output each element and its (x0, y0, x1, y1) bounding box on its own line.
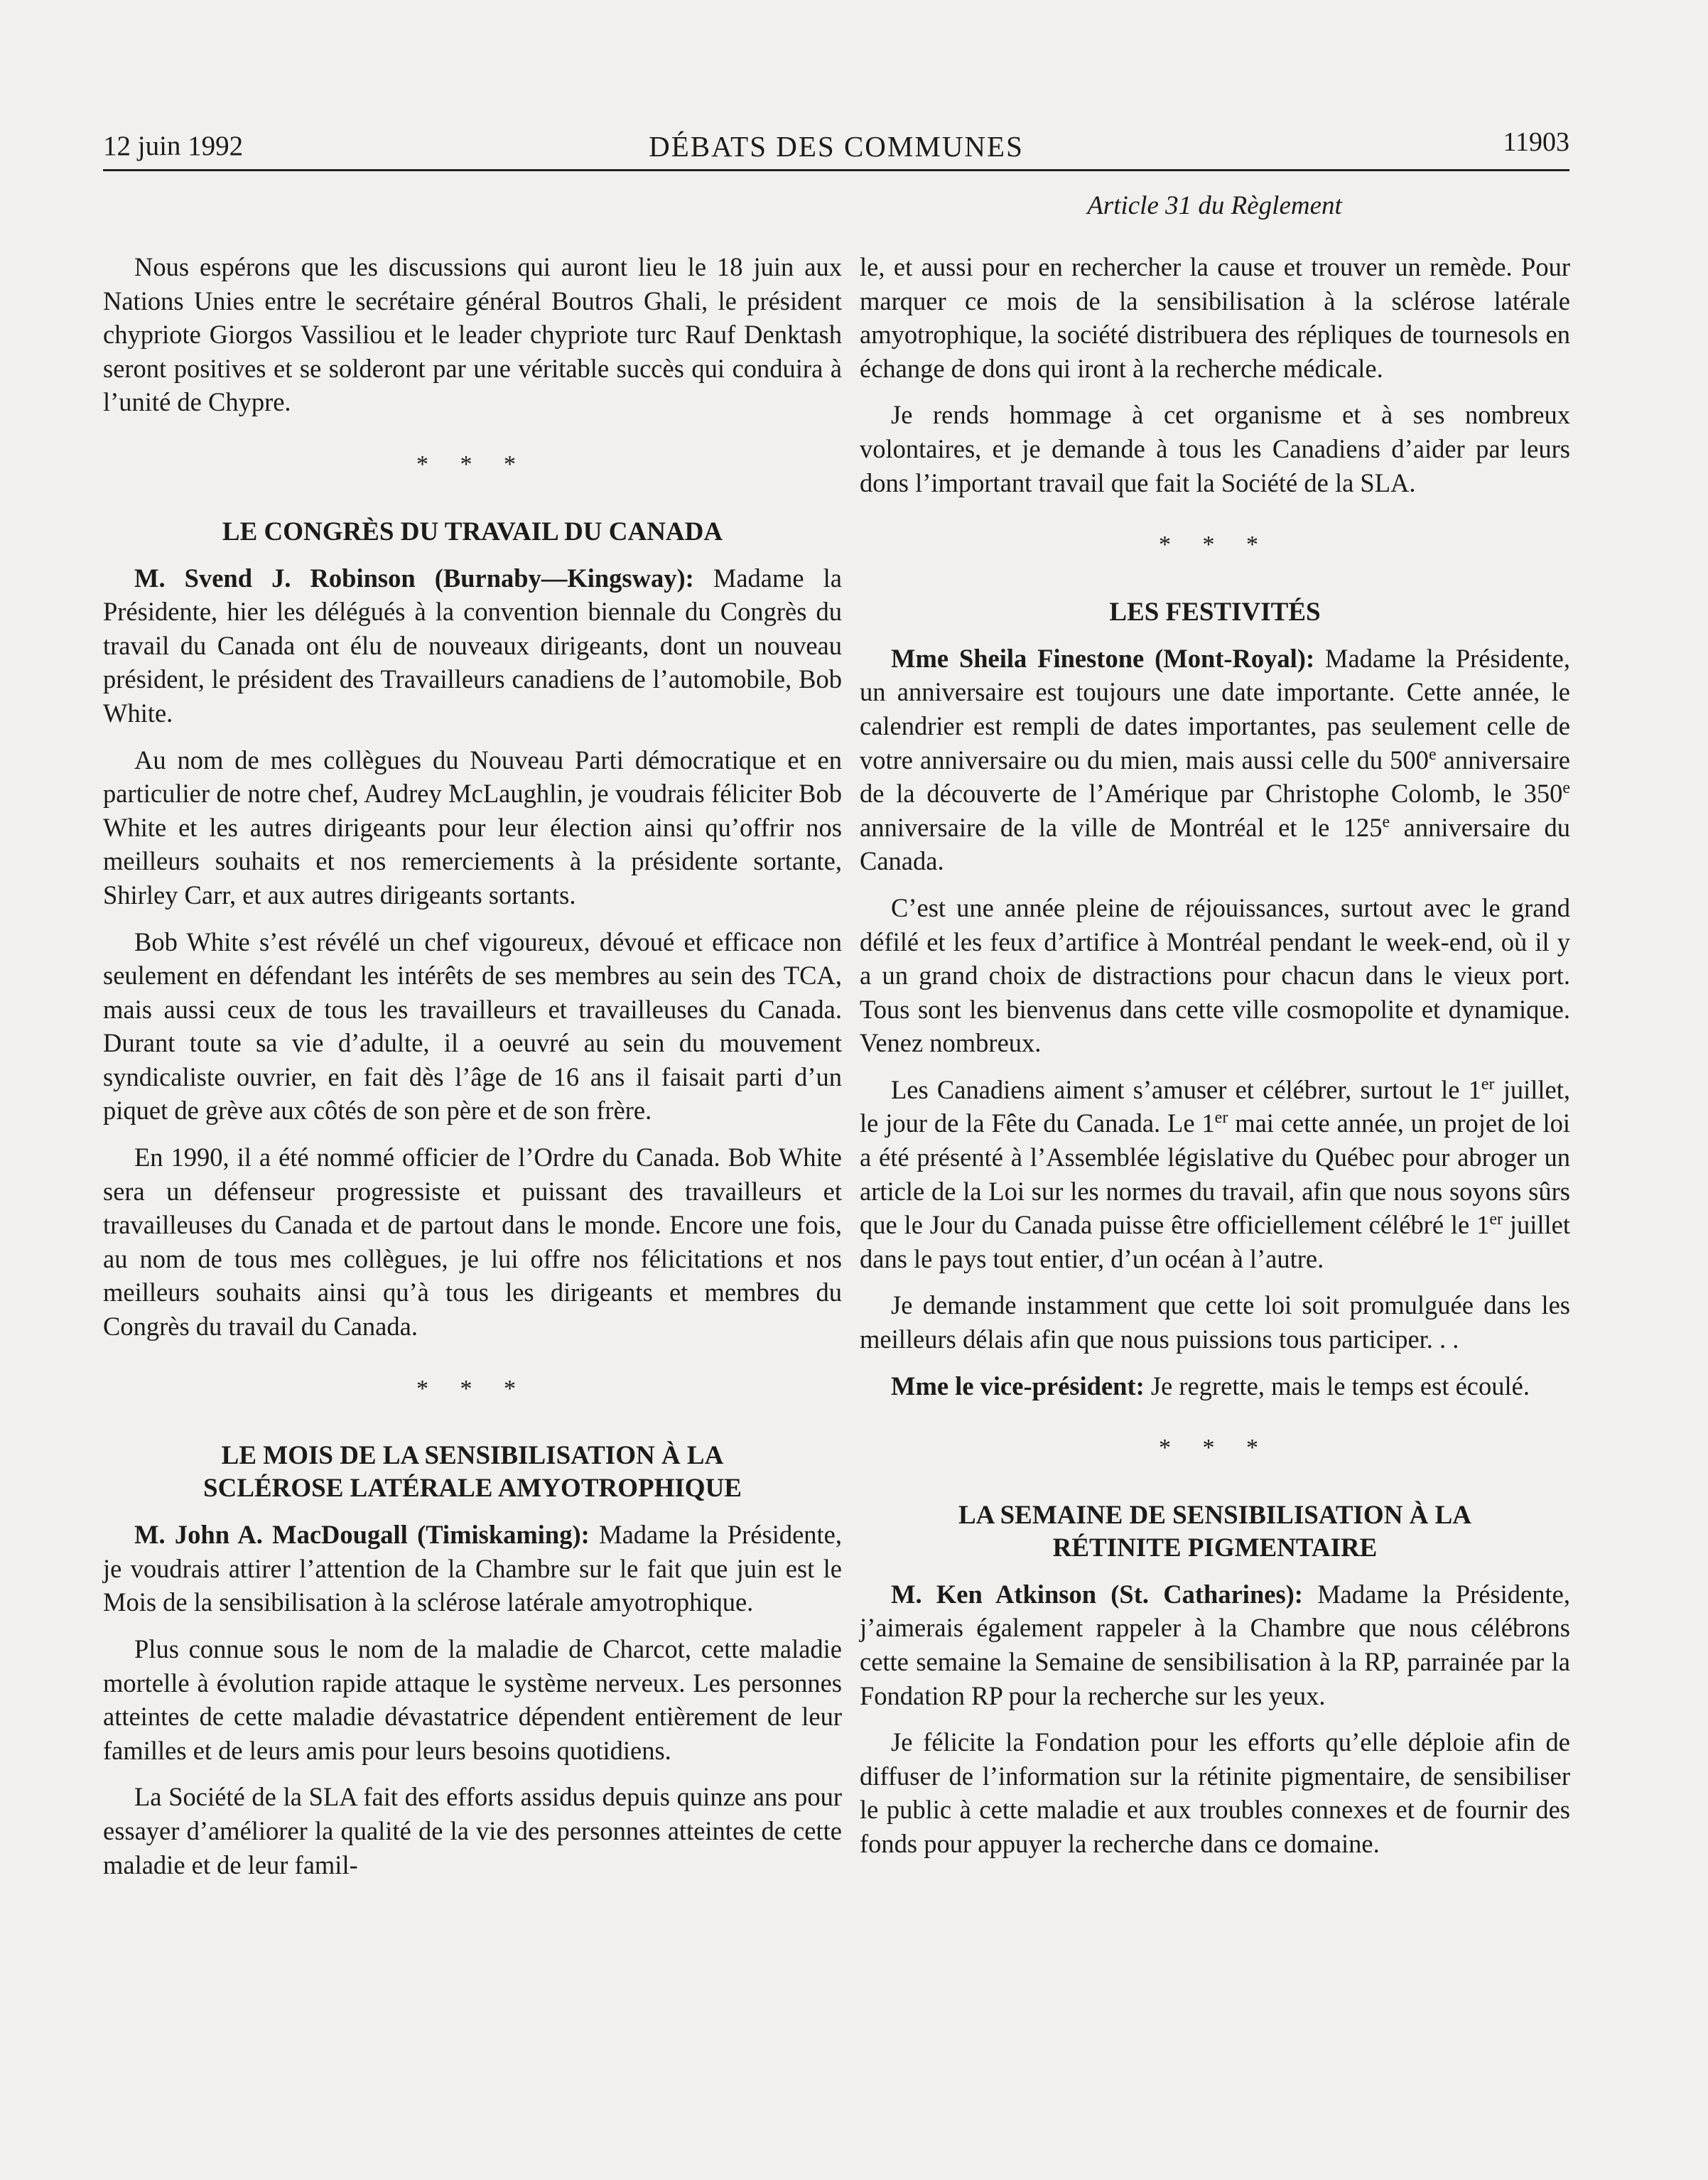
superscript: er (1214, 1108, 1228, 1128)
paragraph: C’est une année pleine de réjouissances, surtout avec le grand défilé et les feux d’artifice à Montréal pendant le week-end, où il y a un grand choix de distractions pour chacun dans le vieux port. Tous sont les bienvenus dans cette ville cosmopolite et dynamique. Venez nombreux. (860, 892, 1570, 1058)
header-rule (103, 169, 1569, 171)
paragraph: Je rends hommage à cet organisme et à ses nombreux volontaires, et je demande à tous les Canadiens d’aider par leurs dons l’important travail que fait la Société de la SLA. (860, 400, 1570, 497)
paragraph: le, et aussi pour en rechercher la cause et trouver un remède. Pour marquer ce mois de la sensibilisation à la sclérose latérale amyotrophique, la société distribuera des répliques de tournesols en échange de dons qui iront à la recherche médicale. (860, 252, 1570, 383)
speech-text: anniversaire du Canada. (860, 812, 1570, 876)
section-heading: LES FESTIVITÉS (1109, 597, 1321, 627)
superscript: e (1428, 745, 1437, 764)
section-heading-line: RÉTINITE PIGMENTAIRE (1052, 1533, 1378, 1563)
section-heading-line: LA SEMAINE DE SENSIBILISATION À LA (958, 1500, 1472, 1530)
superscript: er (1489, 1210, 1503, 1229)
section-separator: * * * (416, 450, 529, 477)
paragraph: Nous espérons que les discussions qui auront lieu le 18 juin aux Nations Unies entre le secrétaire général Boutros Ghali, le président chypriote Giorgos Vassiliou et le leader chypriote turc Rauf Denktash seront positives et se solderont par une véritable succès qui conduira à l’unité de Chypre. (103, 252, 842, 417)
superscript: e (1562, 778, 1570, 797)
paragraph: Au nom de mes collègues du Nouveau Parti démocratique et en particulier de notre chef, Audrey McLaughlin, je voudrais féliciter Bob White et les autres dirigeants pour leur élection ainsi qu’offrir nos meilleurs souhaits et nos remerciements à la présidente sortante, Shirley Carr, et aux autres dirigeants sortants. (103, 745, 842, 910)
speech-text: Madame la Présidente, j’aimerais également rappeler à la Chambre que nous célébrons cette semaine la Semaine de sensibilisation à la RP, parrainée par la Fondation RP pour la recherche sur les yeux. (860, 1579, 1570, 1710)
header-date: 12 juin 1992 (103, 131, 244, 161)
paragraph-text: Les Canadiens aiment s’amuser et célébrer, surtout le 1 (891, 1074, 1481, 1104)
speech-paragraph (103, 1518, 842, 1619)
running-head: Article 31 du Règlement (1087, 191, 1342, 220)
paragraph (860, 1073, 1570, 1276)
speaker-name: Mme Sheila Finestone (Mont-Royal): (891, 643, 1315, 673)
section-heading: LE CONGRÈS DU TRAVAIL DU CANADA (222, 517, 723, 546)
page-header (103, 121, 1569, 169)
right-column (860, 250, 1570, 1874)
section-separator: * * * (1159, 531, 1271, 559)
left-column (103, 250, 842, 1894)
speech-text: Madame la Présidente, hier les délégués à la convention biennale du Congrès du travail du Canada ont élu de nouveaux dirigeants, dont un nouveau président, le président des Travailleurs canadiens de l’automobile, Bob White. (103, 563, 842, 728)
paragraph-text: juillet dans le pays tout entier, d’un océan à l’autre. (860, 1210, 1571, 1273)
paragraph: En 1990, il a été nommé officier de l’Ordre du Canada. Bob White sera un défenseur progressiste et puissant des travailleurs et travailleuses du Canada et de partout dans le monde. Encore une fois, au nom de tous mes collègues, je lui offre nos félicitations et nos meilleurs souhaits ainsi qu’à tous les dirigeants et membres du Congrès du travail du Canada. (103, 1143, 842, 1342)
paragraph: La Société de la SLA fait des efforts assidus depuis quinze ans pour essayer d’améliorer la qualité de la vie des personnes atteintes de cette maladie et de leur famil- (103, 1782, 842, 1879)
paragraph: Plus connue sous le nom de la maladie de Charcot, cette maladie mortelle à évolution rapide attaque le système nerveux. Les personnes atteintes de cette maladie dévastatrice dépendent entièrement de leur familles et de leurs amis pour leurs besoins quotidiens. (103, 1634, 842, 1765)
speech-paragraph (860, 642, 1570, 878)
paragraph-text: juillet, le jour de la Fête du Canada. Le 1 (860, 1074, 1570, 1138)
superscript: e (1382, 812, 1390, 831)
speaker-name: M. Ken Atkinson (St. Catharines): (891, 1579, 1303, 1609)
paragraph-text: mai cette année, un projet de loi a été présenté à l’Assemblée législative du Québec pour abroger un article de la Loi sur les normes du travail, afin que nous soyons sûrs que le Jour du Canada puisse être officiellement célébré le 1 (860, 1108, 1570, 1240)
speaker-name: Mme le vice-président: (891, 1371, 1145, 1401)
section-heading-line: SCLÉROSE LATÉRALE AMYOTROPHIQUE (203, 1474, 742, 1504)
speech-text: anniversaire de la découverte de l’Amérique par Christophe Colomb, le 350 (860, 745, 1570, 809)
superscript: er (1481, 1074, 1495, 1094)
section-heading (860, 1499, 1570, 1565)
paragraph: Bob White s’est révélé un chef vigoureux, dévoué et efficace non seulement en défendant les intérêts de ses membres au sein des TCA, mais aussi ceux de tous les travailleurs et travailleuses du Canada. Durant toute sa vie d’adulte, il a oeuvré au sein du mouvement syndicaliste ouvrier, en fait dès l’âge de 16 ans il faisait parti d’un piquet de grève aux côtés de son père et de son frère. (103, 927, 842, 1126)
section-heading (103, 1440, 842, 1505)
speaker-name: M. John A. MacDougall (Timiskaming): (134, 1520, 590, 1550)
page-number: 11903 (1503, 127, 1569, 157)
section-separator: * * * (1159, 1435, 1271, 1462)
speech-text: anniversaire de la ville de Montréal et le 125 (860, 812, 1383, 842)
speaker-name: M. Svend J. Robinson (Burnaby—Kingsway): (134, 563, 694, 593)
speech-text: Madame la Présidente, je voudrais attirer l’attention de la Chambre sur le fait que juin est le Mois de la sensibilisation à la sclérose latérale amyotrophique. (103, 1520, 842, 1617)
speech-paragraph (860, 1369, 1570, 1403)
header-title: DÉBATS DES COMMUNES (649, 130, 1024, 163)
section-heading-line: LE MOIS DE LA SENSIBILISATION À LA (221, 1441, 724, 1471)
section-separator: * * * (416, 1375, 529, 1402)
paragraph: Je demande instamment que cette loi soit promulguée dans les meilleurs délais afin que nous puissions tous participer. . . (860, 1290, 1570, 1354)
paragraph: Je félicite la Fondation pour les efforts qu’elle déploie afin de diffuser de l’information sur la rétinite pigmentaire, de sensibiliser le public à cette maladie et aux troubles connexes et de fournir des fonds pour appuyer la recherche dans ce domaine. (860, 1727, 1570, 1858)
speech-paragraph (860, 1577, 1570, 1712)
speech-text: Je regrette, mais le temps est écoulé. (1144, 1371, 1530, 1401)
speech-paragraph (103, 561, 842, 730)
speech-text: Madame la Présidente, un anniversaire est toujours une date importante. Cette année, le calendrier est rempli de dates importantes, pas seulement celle de votre anniversaire ou du mien, mais aussi celle du 500 (860, 643, 1570, 775)
